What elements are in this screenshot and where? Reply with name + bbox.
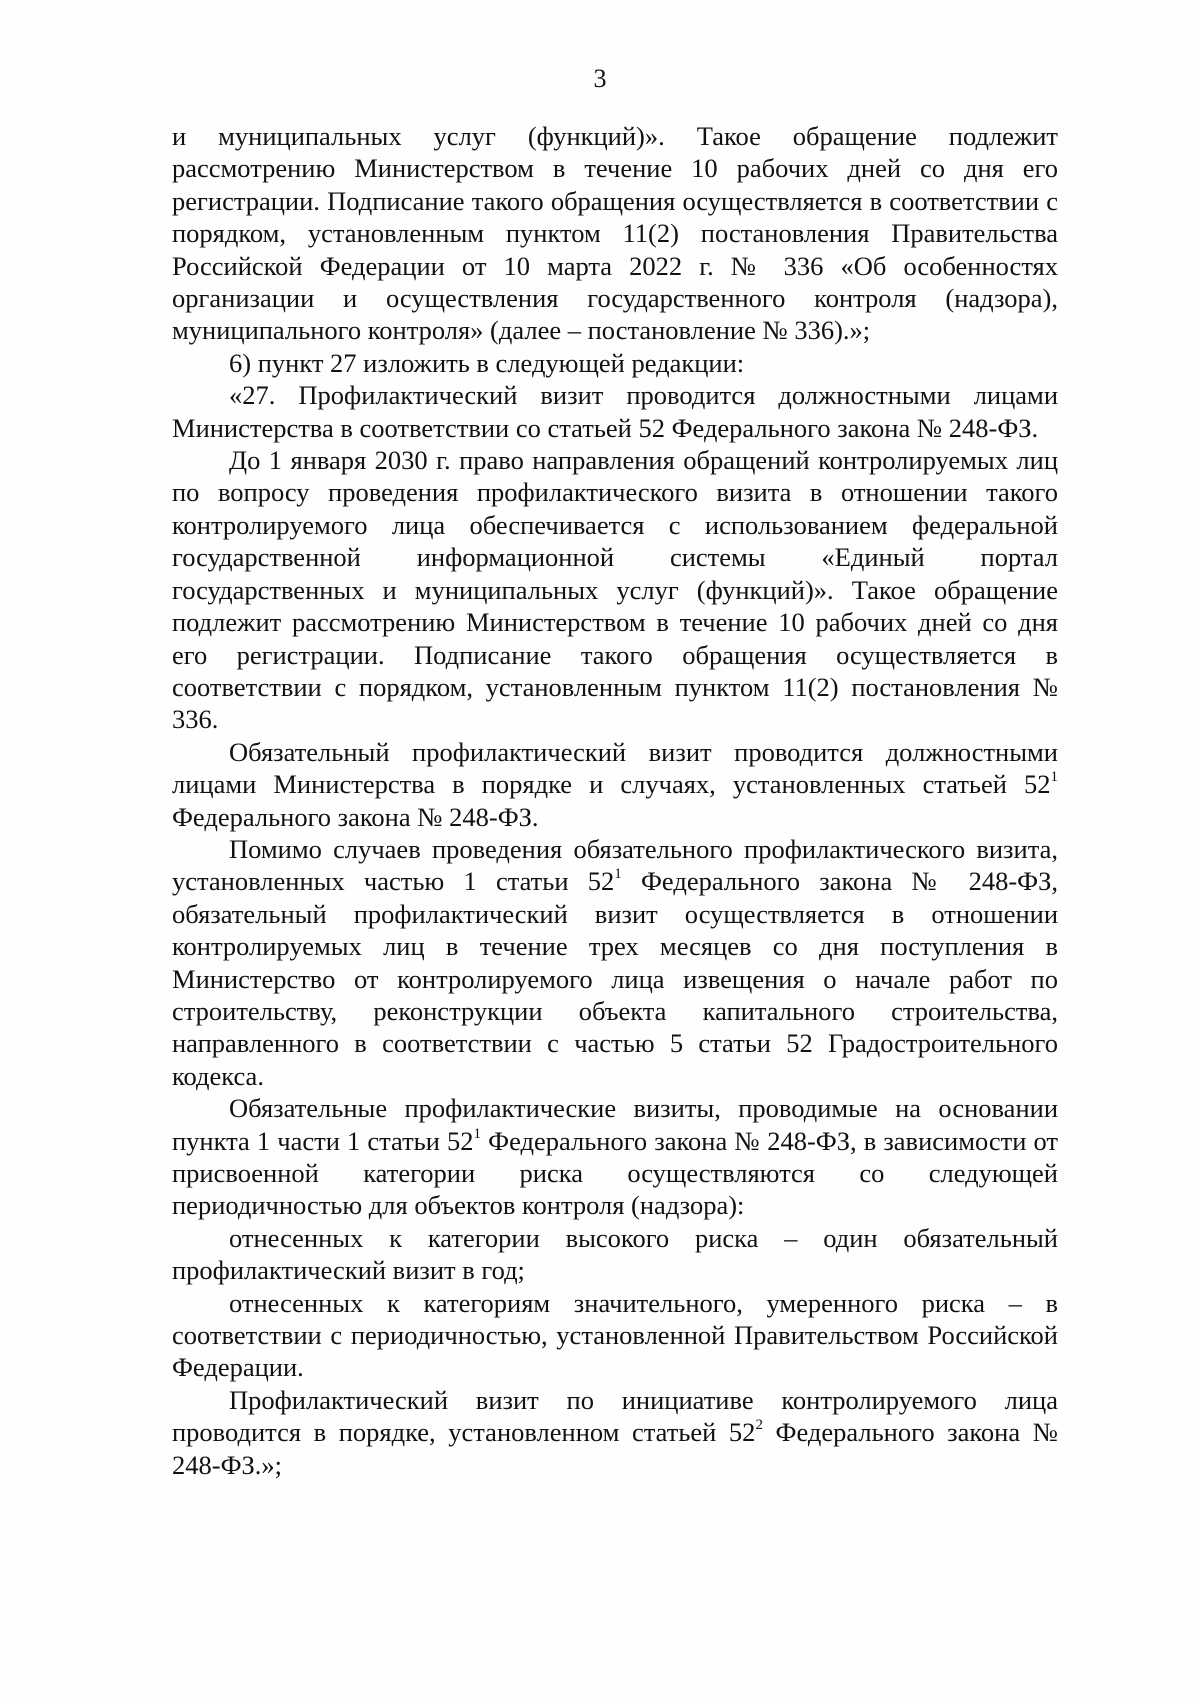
paragraph-3: «27. Профилактический визит проводится должностными лицами Министерства в соответствии со статьей 52 Федерального закона № 248-ФЗ. [172,380,1058,443]
paragraph-6 [172,833,1058,1092]
paragraph-9: отнесенных к категориям значительного, умеренного риска – в соответствии с периодичностью, установленной Правительством Российской Федерации. [172,1287,1058,1383]
paragraph-8: отнесенных к категории высокого риска – один обязательный профилактический визит в год; [172,1222,1058,1286]
superscript-index: 1 [614,866,622,883]
paragraph-2: 6) пункт 27 изложить в следующей редакции: [229,347,745,378]
paragraph-4: До 1 января 2030 г. право направления обращений контролируемых лиц по вопросу проведения профилактического визита в отношении такого контролируемого лица обеспечивается с использованием федеральной государственной информационной системы «Единый портал государственных и муниципальных услуг (функций)». Такое обращение подлежит рассмотрению Министерством в течение 10 рабочих дней со дня его регистрации. Подписание такого обращения осуществляется в соответствии с порядком, установленным пунктом 11(2) постановления № 336. [172,445,1058,735]
paragraph-5 [172,736,1058,833]
paragraph-7 [172,1092,1058,1222]
paragraph-5-text: Обязательный профилактический визит проводится должностными лицами Министерства в порядке и случаях, установленных статьей 52 [172,736,1058,800]
page-number: 3 [593,64,607,93]
superscript-index: 1 [1050,769,1058,786]
paragraph-7-text-cont: Федерального закона № 248-ФЗ, в зависимости от присвоенной категории риска осуществляются со следующей периодичностью для объектов контроля (надзора): [172,1125,1058,1221]
paragraph-7-text: Обязательные профилактические визиты, проводимые на основании пункта 1 части 1 статьи 52 [172,1093,1058,1156]
paragraph-10-text-cont: Федерального закона № 248-ФЗ.»; [172,1417,1058,1480]
paragraph-10 [172,1384,1058,1481]
document-body [172,120,1058,1481]
paragraph-5-text-cont: Федерального закона № 248-ФЗ. [172,801,539,832]
paragraph-6-text: Помимо случаев проведения обязательного профилактического визита, установленных частью 1 статьи 52 [172,833,1058,897]
paragraph-1: и муниципальных услуг (функций)». Такое обращение подлежит рассмотрению Министерством в течение 10 рабочих дней со дня его регистрации. Подписание такого обращения осуществляется в соответствии с порядком, установленным пунктом 11(2) постановления Правительства Российской Федерации от 10 марта 2022 г. № 336 «Об особенностях организации и осуществления государственного контроля (надзора), муниципального контроля» (далее – постановление № 336).»; [172,121,1058,346]
superscript-index: 1 [473,1125,482,1142]
superscript-index: 2 [755,1417,763,1434]
paragraph-6-text-cont: Федерального закона № 248-ФЗ, обязательный профилактический визит осуществляется в отношении контролируемых лиц в течение трех месяцев со дня поступления в Министерство от контролируемого лица извещения о начале работ по строительству, реконструкции объекта капитального строительства, направленного в соответствии с частью 5 статьи 52 Градостроительного кодекса. [172,866,1058,1091]
paragraph-10-text: Профилактический визит по инициативе контролируемого лица проводится в порядке, установленном статьей 52 [172,1384,1058,1448]
